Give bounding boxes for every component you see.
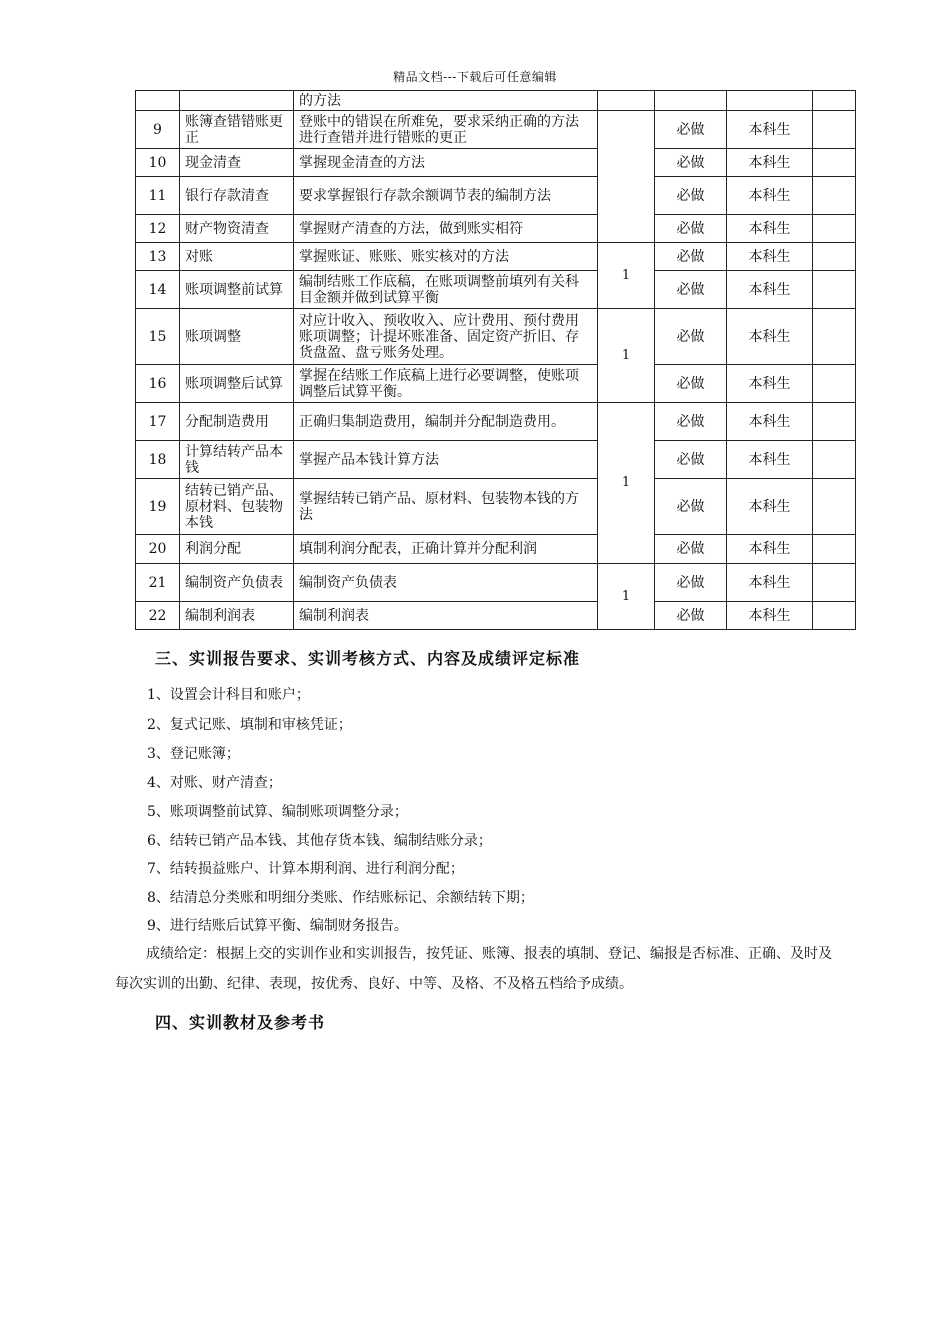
requirement-item-8: 8、结清总分类账和明细分类账、作结账标记、余额结转下期； xyxy=(147,890,534,906)
extra-cell xyxy=(813,479,856,535)
section-3-title: 三、实训报告要求、实训考核方式、内容及成绩评定标准 xyxy=(155,649,581,668)
item-content: 的方法 xyxy=(294,91,598,111)
row-number: 18 xyxy=(136,441,180,479)
extra-cell xyxy=(813,309,856,365)
course-table xyxy=(135,90,856,630)
requirement-cell: 必做 xyxy=(655,479,727,535)
requirement-cell: 必做 xyxy=(655,111,727,149)
level-cell: 本科生 xyxy=(727,365,813,403)
item-name: 计算结转产品本钱 xyxy=(180,441,294,479)
table-row xyxy=(136,309,856,365)
item-name: 结转已销产品、原材料、包装物本钱 xyxy=(180,479,294,535)
item-name: 对账 xyxy=(180,243,294,271)
row-number: 14 xyxy=(136,271,180,309)
requirement-item-1: 1、设置会计科目和账户； xyxy=(147,687,310,703)
item-content: 编制利润表 xyxy=(294,602,598,630)
requirement-cell: 必做 xyxy=(655,403,727,441)
level-cell: 本科生 xyxy=(727,403,813,441)
level-cell: 本科生 xyxy=(727,479,813,535)
table-row xyxy=(136,271,856,309)
level-cell: 本科生 xyxy=(727,149,813,177)
requirement-cell: 必做 xyxy=(655,365,727,403)
table-row xyxy=(136,111,856,149)
item-content: 掌握现金清查的方法 xyxy=(294,149,598,177)
table-row xyxy=(136,564,856,602)
extra-cell xyxy=(813,243,856,271)
level-cell: 本科生 xyxy=(727,243,813,271)
requirement-item-9: 9、进行结账后试算平衡、编制财务报告。 xyxy=(147,918,408,934)
level-cell: 本科生 xyxy=(727,535,813,564)
requirement-item-5: 5、账项调整前试算、编制账项调整分录； xyxy=(147,804,408,820)
row-number: 15 xyxy=(136,309,180,365)
extra-cell xyxy=(813,177,856,215)
requirement-cell: 必做 xyxy=(655,441,727,479)
row-number: 16 xyxy=(136,365,180,403)
hours-cell: 1 xyxy=(598,403,655,564)
requirement-cell: 必做 xyxy=(655,271,727,309)
hours-cell: 1 xyxy=(598,564,655,630)
requirement-cell: 必做 xyxy=(655,564,727,602)
table-row xyxy=(136,243,856,271)
table-row xyxy=(136,149,856,177)
item-content: 正确归集制造费用，编制并分配制造费用。 xyxy=(294,403,598,441)
requirement-item-2: 2、复式记账、填制和审核凭证； xyxy=(147,717,352,733)
requirement-cell xyxy=(655,91,727,111)
extra-cell xyxy=(813,535,856,564)
item-content: 对应计收入、预收收入、应计费用、预付费用账项调整；计提坏账准备、固定资产折旧、存货盘盈、盘亏账务处理。 xyxy=(294,309,598,365)
table-row xyxy=(136,177,856,215)
requirement-item-3: 3、登记账簿； xyxy=(147,746,240,762)
item-name: 账项调整前试算 xyxy=(180,271,294,309)
row-number: 17 xyxy=(136,403,180,441)
section-4-title: 四、实训教材及参考书 xyxy=(155,1013,326,1032)
requirement-item-7: 7、结转损益账户、计算本期利润、进行利润分配； xyxy=(147,861,464,877)
item-content: 编制结账工作底稿，在账项调整前填列有关科目金额并做到试算平衡 xyxy=(294,271,598,309)
level-cell: 本科生 xyxy=(727,215,813,243)
level-cell: 本科生 xyxy=(727,111,813,149)
row-number: 19 xyxy=(136,479,180,535)
table-row xyxy=(136,403,856,441)
level-cell: 本科生 xyxy=(727,564,813,602)
hours-cell xyxy=(598,111,655,243)
item-name: 利润分配 xyxy=(180,535,294,564)
page-header: 精品文档---下载后可任意编辑 xyxy=(393,70,557,84)
item-content: 登账中的错误在所难免，要求采纳正确的方法进行查错并进行错账的更正 xyxy=(294,111,598,149)
requirement-cell: 必做 xyxy=(655,149,727,177)
extra-cell xyxy=(813,91,856,111)
item-name: 财产物资清查 xyxy=(180,215,294,243)
level-cell: 本科生 xyxy=(727,309,813,365)
hours-cell xyxy=(598,91,655,111)
requirement-item-6: 6、结转已销产品本钱、其他存货本钱、编制结账分录； xyxy=(147,833,492,849)
requirement-cell: 必做 xyxy=(655,177,727,215)
table-row xyxy=(136,215,856,243)
extra-cell xyxy=(813,149,856,177)
requirement-cell: 必做 xyxy=(655,243,727,271)
extra-cell xyxy=(813,365,856,403)
table-row xyxy=(136,91,856,111)
item-content: 掌握产品本钱计算方法 xyxy=(294,441,598,479)
item-name: 分配制造费用 xyxy=(180,403,294,441)
requirement-cell: 必做 xyxy=(655,215,727,243)
extra-cell xyxy=(813,441,856,479)
table-row xyxy=(136,441,856,479)
item-name: 账簿查错错账更正 xyxy=(180,111,294,149)
row-number: 12 xyxy=(136,215,180,243)
extra-cell xyxy=(813,215,856,243)
item-name: 银行存款清查 xyxy=(180,177,294,215)
level-cell xyxy=(727,91,813,111)
level-cell: 本科生 xyxy=(727,602,813,630)
requirement-cell: 必做 xyxy=(655,535,727,564)
row-number xyxy=(136,91,180,111)
item-content: 掌握财产清查的方法，做到账实相符 xyxy=(294,215,598,243)
requirement-item-4: 4、对账、财产清查； xyxy=(147,775,282,791)
item-content: 掌握账证、账账、账实核对的方法 xyxy=(294,243,598,271)
extra-cell xyxy=(813,602,856,630)
row-number: 9 xyxy=(136,111,180,149)
item-name xyxy=(180,91,294,111)
hours-cell: 1 xyxy=(598,243,655,309)
row-number: 13 xyxy=(136,243,180,271)
row-number: 20 xyxy=(136,535,180,564)
table-row xyxy=(136,479,856,535)
level-cell: 本科生 xyxy=(727,177,813,215)
grading-paragraph: 成绩给定：根据上交的实训作业和实训报告，按凭证、账簿、报表的填制、登记、编报是否标准、正确、及时及每次实训的出勤、纪律、表现，按优秀、良好、中等、及格、不及格五档给予成绩。 xyxy=(115,946,832,992)
level-cell: 本科生 xyxy=(727,441,813,479)
extra-cell xyxy=(813,564,856,602)
item-content: 掌握结转已销产品、原材料、包装物本钱的方法 xyxy=(294,479,598,535)
row-number: 10 xyxy=(136,149,180,177)
extra-cell xyxy=(813,403,856,441)
item-content: 要求掌握银行存款余额调节表的编制方法 xyxy=(294,177,598,215)
row-number: 11 xyxy=(136,177,180,215)
table-row xyxy=(136,365,856,403)
row-number: 22 xyxy=(136,602,180,630)
item-name: 编制利润表 xyxy=(180,602,294,630)
requirement-cell: 必做 xyxy=(655,602,727,630)
requirement-cell: 必做 xyxy=(655,309,727,365)
item-content: 掌握在结账工作底稿上进行必要调整，使账项调整后试算平衡。 xyxy=(294,365,598,403)
level-cell: 本科生 xyxy=(727,271,813,309)
item-content: 编制资产负债表 xyxy=(294,564,598,602)
item-name: 现金清查 xyxy=(180,149,294,177)
extra-cell xyxy=(813,271,856,309)
row-number: 21 xyxy=(136,564,180,602)
table-row xyxy=(136,602,856,630)
hours-cell: 1 xyxy=(598,309,655,403)
item-name: 账项调整 xyxy=(180,309,294,365)
extra-cell xyxy=(813,111,856,149)
table-row xyxy=(136,535,856,564)
item-content: 填制利润分配表，正确计算并分配利润 xyxy=(294,535,598,564)
item-name: 账项调整后试算 xyxy=(180,365,294,403)
item-name: 编制资产负债表 xyxy=(180,564,294,602)
